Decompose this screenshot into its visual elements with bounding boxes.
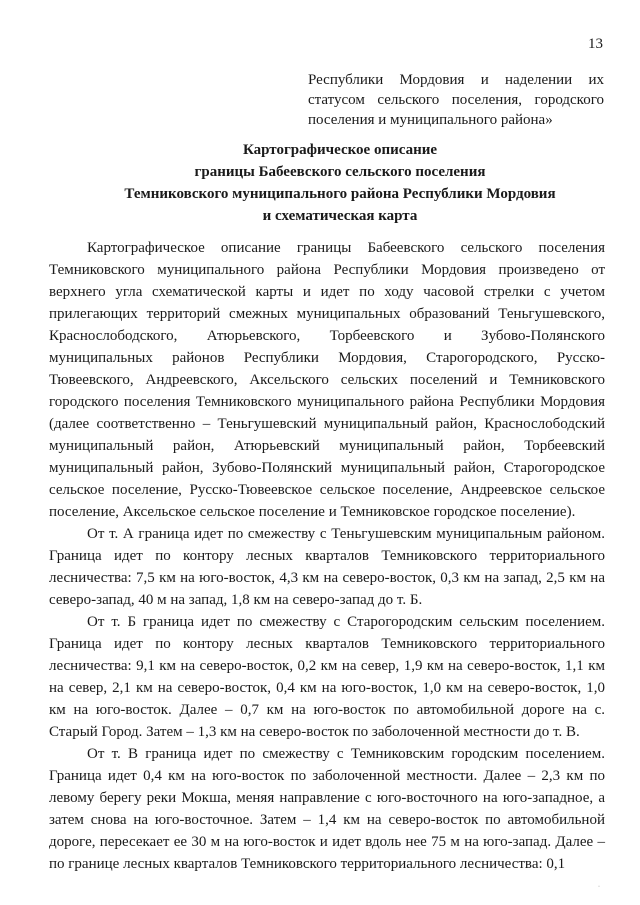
- document-body: [49, 237, 605, 875]
- title-line: Картографическое описание: [242, 142, 438, 158]
- page-number: 13: [588, 36, 603, 52]
- title-line: Темниковского муниципального района Республики Мордовия: [124, 186, 556, 202]
- scan-speck: ·: [598, 884, 600, 890]
- title-line: границы Бабеевского сельского поселения: [194, 164, 486, 180]
- document-title: [40, 139, 640, 227]
- paragraph-point-v: От т. В граница идет по смежеству с Темниковским городским поселением. Граница идет 0,4 км на юго-восток по заболоченной местности. Далее – 2,3 км по левому берегу реки Мокша, меняя направление с юго-восточного на юго-западное, а затем снова на юго-восточное. Затем – 1,4 км на северо-восток по автомобильной дороге, пересекает ее 30 м на юго-восток и идет вдоль нее 75 м на юго-запад. Далее – по границе лесных кварталов Темниковского территориального лесничества: 0,1: [49, 746, 605, 872]
- paragraph-point-a: От т. А граница идет по смежеству с Теньгушевским муниципальным районом. Граница идет по контору лесных кварталов Темниковского территориального лесничества: 7,5 км на юго-восток, 4,3 км на северо-восток, 0,3 км на запад, 2,5 км на северо-запад, 40 м на запад, 1,8 км на северо-запад до т. Б.: [49, 526, 605, 608]
- title-line: и схематическая карта: [262, 208, 418, 224]
- paragraph-point-b: От т. Б граница идет по смежеству с Старогородским сельским поселением. Граница идет по контору лесных кварталов Темниковского территориального лесничества: 9,1 км на северо-восток, 0,2 км на север, 1,9 км на северо-восток, 1,1 км на север, 2,1 км на северо-восток, 0,4 км на юго-восток, 1,0 км на северо-восток, 1,0 км на юго-восток. Далее – 0,7 км на юго-восток по автомобильной дороге на с. Старый Город. Затем – 1,3 км на северо-восток по заболоченной местности до т. В.: [49, 614, 605, 740]
- paragraph-intro: Картографическое описание границы Бабеевского сельского поселения Темниковского муниципального района Республики Мордовия произведено от верхнего угла схематической карты и идет по ходу часовой стрелки с учетом прилегающих территорий смежных муниципальных образований Теньгушевского, Краснослободского, Атюрьевского, Торбеевского и Зубово-Полянского муниципальных районов Республики Мордовия, Старогородского, Русско-Тювеевского, Андреевского, Аксельского сельских поселений и Темниковского городского поселения Темниковского муниципального района Республики Мордовия (далее соответственно – Теньгушевский муниципальный район, Краснослободский муниципальный район, Атюрьевский муниципальный район, Торбеевский муниципальный район, Зубово-Полянский муниципальный район, Старогородское сельское поселение, Русско-Тювеевское сельское поселение, Андреевское сельское поселение, Аксельское сельское поселение и Темниковское городское поселение).: [49, 240, 605, 520]
- header-reference: Республики Мордовия и наделении их статусом сельского поселения, городского поселения и муниципального района»: [308, 72, 604, 128]
